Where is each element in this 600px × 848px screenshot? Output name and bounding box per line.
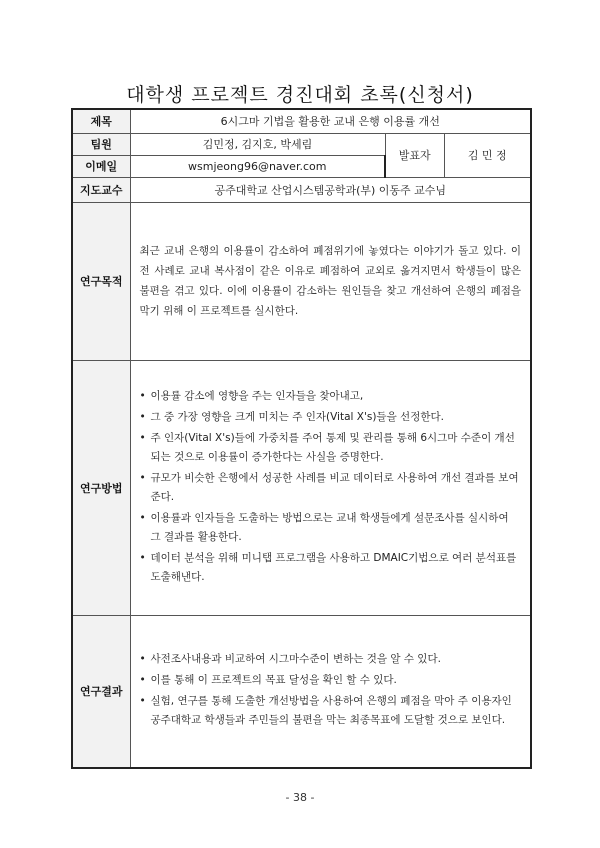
subject-label: 제목 [72,109,130,133]
method-item: • 규모가 비슷한 은행에서 성공한 사례를 비교 데이터로 사용하여 개선 결과를 보여준다. [140,469,522,507]
team-value: 김민정, 김지호, 박세림 [130,133,385,155]
subject-row [72,109,531,133]
method-item: • 주 인자(Vital X's)들에 가중치를 주어 통제 및 관리를 통해 6시그마 수준이 개선되는 것으로 이용률이 증가한다는 사실을 증명한다. [140,429,522,467]
email-value: wsmjeong96@naver.com [130,155,385,177]
result-list [131,650,531,730]
result-item: • 이를 통해 이 프로젝트의 목표 달성을 확인 할 수 있다. [140,671,522,690]
page-title: 대학생 프로젝트 경진대회 초록(신청서) [126,84,474,106]
advisor-value: 공주대학교 산업시스템공학과(부) 이동주 교수님 [130,177,531,202]
presenter-label: 발표자 [385,133,444,177]
advisor-row [72,177,531,202]
result-cell [130,615,531,768]
method-label: 연구방법 [72,360,130,615]
result-item: • 사전조사내용과 비교하여 시그마수준이 변하는 것을 알 수 있다. [140,650,522,669]
result-label: 연구결과 [72,615,130,768]
method-item: • 이용률 감소에 영향을 주는 인자들을 찾아내고, [140,387,522,406]
purpose-label: 연구목적 [72,202,130,360]
purpose-text: 최근 교내 은행의 이용률이 감소하여 폐점위기에 놓였다는 이야기가 돌고 있다. 이전 사례로 교내 복사점이 같은 이유로 폐점하여 교외로 옮겨지면서 학생들이 많은 불편을 겪고 있다. 이에 이용률이 감소하는 원인들을 찾고 개선하여 은행의 폐점을 막기 위해 이 프로젝트를 실시한다. [139,245,522,317]
result-row [72,615,531,768]
team-label: 팀원 [72,133,130,155]
team-row [72,133,531,155]
presenter-value: 김 민 정 [444,133,531,177]
method-list [131,387,531,587]
method-item: • 그 중 가장 영향을 크게 미치는 주 인자(Vital X's)들을 선정한다. [140,408,522,427]
method-item: • 이용률과 인자들을 도출하는 방법으로는 교내 학생들에게 설문조사를 실시하여 그 결과를 활용한다. [140,509,522,547]
purpose-row [72,202,531,360]
email-label: 이메일 [72,155,130,177]
application-form-table [71,108,532,769]
result-item: • 실험, 연구를 통해 도출한 개선방법을 사용하여 은행의 폐점을 막아 주 이용자인 공주대학교 학생들과 주민들의 불편을 막는 최종목표에 도달할 것으로 보인다. [140,692,522,730]
method-cell [130,360,531,615]
purpose-cell [130,202,531,360]
subject-value: 6시그마 기법을 활용한 교내 은행 이용률 개선 [130,109,531,133]
page-number: - 38 - [285,791,315,804]
advisor-label: 지도교수 [72,177,130,202]
method-item: • 데이터 분석을 위해 미니탭 프로그램을 사용하고 DMAIC기법으로 여러 분석표를 도출해낸다. [140,549,522,587]
method-row [72,360,531,615]
